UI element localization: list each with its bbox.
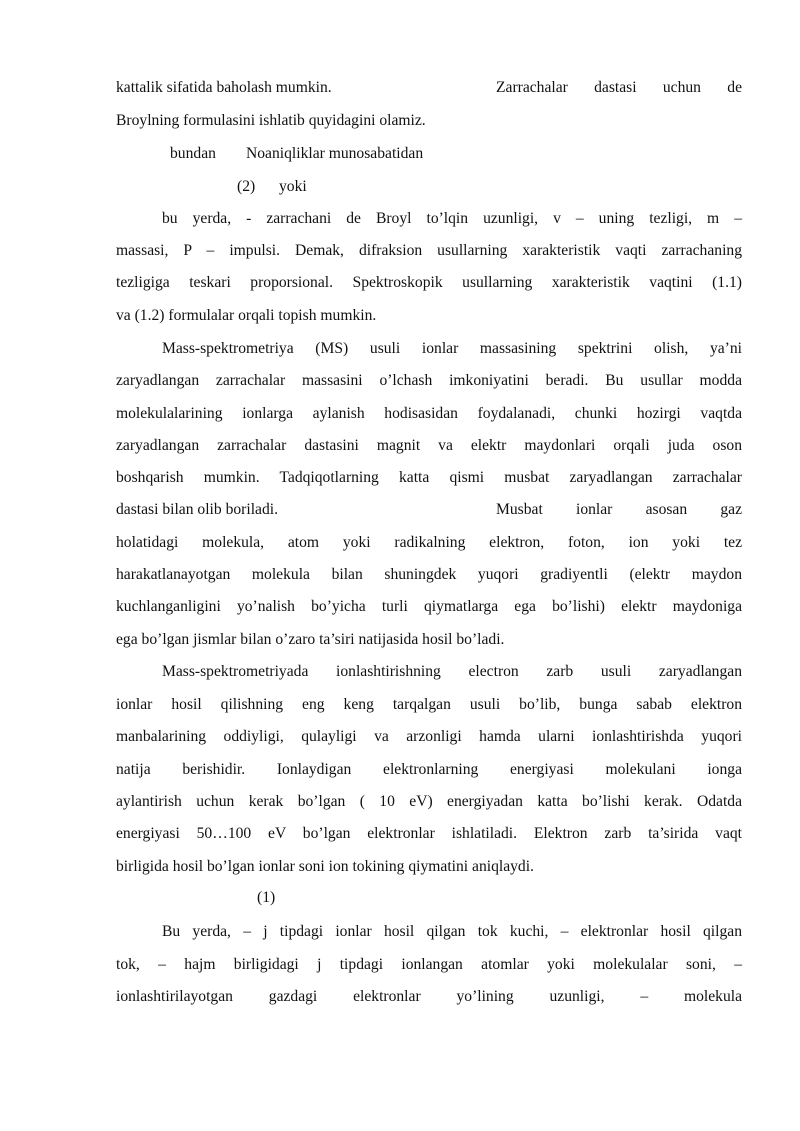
- text-line: aylantirish uchun kerak bo’lgan ( 10 eV) energiyadan katta bo’lishi kerak. Odatda: [116, 793, 742, 810]
- text-line: ega bo’lgan jismlar bilan o’zaro ta’siri natijasida hosil bo’ladi.: [116, 631, 505, 648]
- text-line: Broylning formulasini ishlatib quyidagini olamiz.: [116, 112, 426, 129]
- text-line: tezligiga teskari proporsional. Spektroskopik usullarning xarakteristik vaqtini (1.1): [116, 274, 742, 291]
- text-line: massasi, P – impulsi. Demak, difraksion usullarning xarakteristik vaqti zarrachaning: [116, 242, 742, 259]
- text-line: yoki: [279, 178, 307, 195]
- text-line: ionlar hosil qilishning eng keng tarqalgan usuli bo’lib, bunga sabab elektron: [116, 696, 742, 713]
- text-line: Bu yerda, – j tipdagi ionlar hosil qilgan tok kuchi, – elektronlar hosil qilgan: [162, 923, 742, 940]
- text-line: va (1.2) formulalar orqali topish mumkin.: [116, 307, 377, 324]
- text-line: kattalik sifatida baholash mumkin.: [116, 79, 332, 96]
- text-line: harakatlanayotgan molekula bilan shuningdek yuqori gradiyentli (elektr maydon: [116, 566, 742, 583]
- text-line: kuchlanganligini yo’nalish bo’yicha turli qiymatlarga ega bo’lishi) elektr maydoniga: [116, 598, 742, 615]
- text-line: boshqarish mumkin. Tadqiqotlarning katta qismi musbat zaryadlangan zarrachalar: [116, 469, 742, 486]
- text-line: energiyasi 50…100 eV bo’lgan elektronlar ishlatiladi. Elektron zarb ta’sirida vaqt: [116, 825, 742, 842]
- equation-number: (2): [237, 178, 256, 195]
- text-line: tok, – hajm birligidagi j tipdagi ionlangan atomlar yoki molekulalar soni, –: [116, 956, 742, 973]
- equation-number: (1): [257, 889, 276, 906]
- text-line: Mass-spektrometriyada ionlashtirishning electron zarb usuli zaryadlangan: [162, 663, 742, 680]
- text-line: dastasi bilan olib boriladi.: [116, 501, 278, 518]
- text-line: zaryadlangan zarrachalar massasini o’lchash imkoniyatini beradi. Bu usullar modda: [116, 372, 742, 389]
- text-line: manbalarining oddiyligi, qulayligi va arzonligi hamda ularni ionlashtirishda yuqori: [116, 728, 742, 745]
- text-line: natija berishidir. Ionlaydigan elektronlarning energiyasi molekulani ionga: [116, 761, 742, 778]
- text-line: zaryadlangan zarrachalar dastasini magnit va elektr maydonlari orqali juda oson: [116, 437, 742, 454]
- text-line: birligida hosil bo’lgan ionlar soni ion tokining qiymatini aniqlaydi.: [116, 858, 534, 875]
- text-line: ionlashtirilayotgan gazdagi elektronlar yo’lining uzunligi, – molekula: [116, 988, 742, 1005]
- text-line: molekulalarining ionlarga aylanish hodisasidan foydalanadi, chunki hozirgi vaqtda: [116, 405, 742, 422]
- text-line: Zarrachalar dastasi uchun de: [496, 79, 742, 96]
- text-line: Mass-spektrometriya (MS) usuli ionlar massasining spektrini olish, ya’ni: [162, 340, 742, 357]
- text-line: bu yerda, - zarrachani de Broyl to’lqin uzunligi, v – uning tezligi, m –: [162, 210, 742, 227]
- text-line: Musbat ionlar asosan gaz: [496, 501, 742, 518]
- text-line: bundan: [170, 145, 216, 162]
- text-line: holatidagi molekula, atom yoki radikalning elektron, foton, ion yoki tez: [116, 534, 742, 551]
- text-line: Noaniqliklar munosabatidan: [246, 145, 424, 162]
